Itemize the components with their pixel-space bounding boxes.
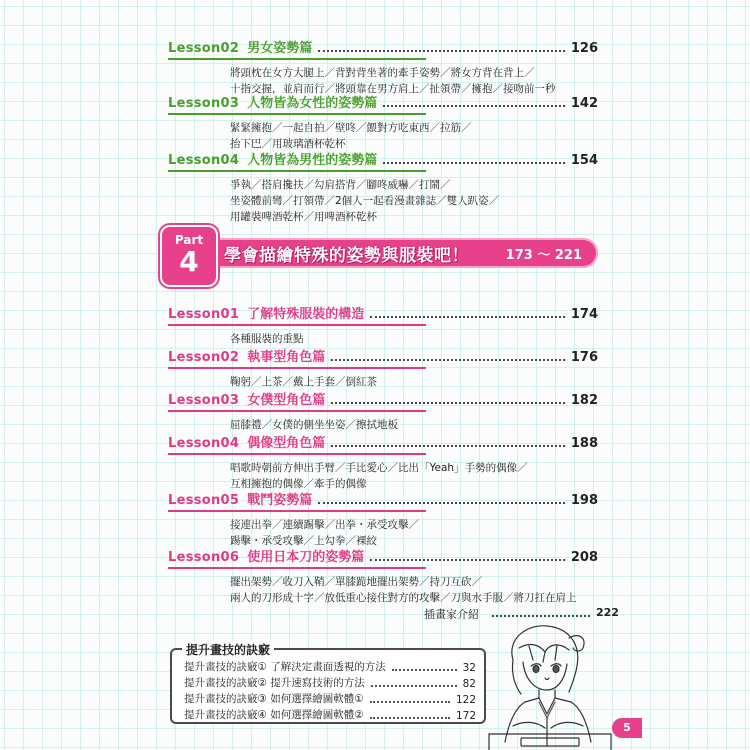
dot-leader bbox=[318, 50, 565, 52]
dot-leader bbox=[370, 701, 450, 703]
lesson-number: Lesson02 bbox=[168, 41, 240, 56]
tip-label: 提升畫技的訣竅③ 如何選擇繪圖軟體① bbox=[184, 693, 364, 705]
toc-entry-part3-lesson03[interactable] bbox=[168, 91, 598, 152]
lesson-number: Lesson04 bbox=[168, 436, 240, 451]
tip-entry[interactable] bbox=[184, 675, 476, 690]
lesson-page: 142 bbox=[570, 96, 598, 111]
lesson-page: 198 bbox=[570, 493, 598, 508]
lesson-topics bbox=[230, 177, 598, 225]
part4-title-bar bbox=[188, 238, 598, 268]
dot-leader bbox=[383, 105, 565, 107]
part4-page-range: 173 ～ 221 bbox=[505, 248, 582, 263]
illustrator-label: 插畫家介紹 bbox=[424, 608, 479, 621]
lesson-page: 126 bbox=[570, 41, 598, 56]
lesson-title: 執事型角色篇 bbox=[247, 350, 326, 365]
topic-line: 踢擊・承受攻擊／上勾拳／裸絞 bbox=[230, 535, 377, 547]
part4-badge bbox=[160, 225, 218, 287]
dot-leader bbox=[492, 615, 590, 617]
topic-line: 接連出拳／連續踢擊／出拳・承受攻擊／ bbox=[230, 519, 419, 531]
dot-leader bbox=[331, 445, 565, 447]
dot-leader bbox=[370, 717, 450, 719]
girl-illustration bbox=[485, 622, 615, 750]
tip-page: 122 bbox=[455, 694, 476, 706]
part4-banner[interactable] bbox=[160, 225, 600, 283]
lesson-title: 人物皆為男性的姿勢篇 bbox=[247, 153, 378, 168]
tip-label: 提升畫技的訣竅② 提升速寫技術的方法 bbox=[184, 677, 365, 689]
lesson-title: 了解特殊服裝的構造 bbox=[247, 307, 365, 322]
toc-entry-part4-lesson04[interactable] bbox=[168, 431, 598, 492]
toc-entry-part4-lesson06[interactable] bbox=[168, 545, 598, 606]
toc-entry-part4-lesson02[interactable] bbox=[168, 345, 598, 390]
toc-entry-part3-lesson02[interactable] bbox=[168, 36, 598, 97]
topic-line: 各種服裝的重點 bbox=[230, 333, 304, 345]
tip-entry[interactable] bbox=[184, 659, 476, 674]
lesson-page: 182 bbox=[570, 393, 598, 408]
dot-leader bbox=[331, 359, 565, 361]
topic-line: 十指交握，並肩而行／將頭靠在男方肩上／扯領帶／擁抱／接吻前一秒 bbox=[230, 83, 556, 95]
tip-page: 32 bbox=[462, 662, 476, 674]
lesson-number: Lesson03 bbox=[168, 96, 240, 111]
lesson-underline bbox=[168, 113, 426, 115]
part4-title: 學會描繪特殊的姿勢與服裝吧！ bbox=[224, 246, 469, 266]
toc-entry-part4-lesson01[interactable] bbox=[168, 302, 598, 347]
part-label: Part bbox=[174, 233, 204, 247]
illustrator-page: 222 bbox=[596, 606, 619, 619]
lesson-underline bbox=[168, 367, 426, 369]
lesson-page: 176 bbox=[570, 350, 598, 365]
topic-line: 用罐裝啤酒乾杯／用啤酒杯乾杯 bbox=[230, 211, 377, 223]
dot-leader bbox=[370, 316, 565, 318]
dot-leader bbox=[383, 162, 565, 164]
tip-entry[interactable] bbox=[184, 707, 476, 722]
lesson-underline bbox=[168, 510, 426, 512]
page-number: 5 bbox=[612, 718, 642, 738]
lesson-underline bbox=[168, 324, 426, 326]
lesson-number: Lesson01 bbox=[168, 307, 240, 322]
toc-entry-illustrator[interactable] bbox=[424, 606, 619, 622]
lesson-number: Lesson03 bbox=[168, 393, 240, 408]
lesson-title: 戰鬥姿勢篇 bbox=[247, 493, 313, 508]
tips-box bbox=[170, 643, 486, 724]
lesson-number: Lesson02 bbox=[168, 350, 240, 365]
lesson-title: 使用日本刀的姿勢篇 bbox=[247, 550, 365, 565]
tip-label: 提升畫技的訣竅① 了解決定畫面透視的方法 bbox=[184, 661, 386, 673]
lesson-underline bbox=[168, 58, 426, 60]
tip-page: 172 bbox=[455, 710, 476, 722]
topic-line: 鞠躬／上茶／戴上手套／倒紅茶 bbox=[230, 376, 377, 388]
dot-leader bbox=[318, 502, 565, 504]
dot-leader bbox=[331, 402, 565, 404]
toc-entry-part4-lesson03[interactable] bbox=[168, 388, 598, 433]
dot-leader bbox=[371, 685, 457, 687]
lesson-underline bbox=[168, 567, 426, 569]
lesson-page: 174 bbox=[570, 307, 598, 322]
lesson-number: Lesson06 bbox=[168, 550, 240, 565]
topic-line: 唱歌時朝前方伸出手臂／手比愛心／比出「Yeah」手勢的偶像／ bbox=[230, 462, 528, 474]
dot-leader bbox=[370, 559, 565, 561]
toc-entry-part4-lesson05[interactable] bbox=[168, 488, 598, 549]
lesson-title: 男女姿勢篇 bbox=[247, 41, 313, 56]
lesson-number: Lesson05 bbox=[168, 493, 240, 508]
topic-line: 將頭枕在女方大腿上／背對背坐著的牽手姿勢／將女方背在背上／ bbox=[230, 67, 535, 79]
toc-entry-part3-lesson04[interactable] bbox=[168, 148, 598, 225]
topic-line: 屈膝禮／女僕的側坐坐姿／擦拭地板 bbox=[230, 419, 398, 431]
tip-page: 82 bbox=[462, 678, 476, 690]
tip-label: 提升畫技的訣竅④ 如何選擇繪圖軟體② bbox=[184, 709, 364, 721]
topic-line: 緊緊擁抱／一起自拍／壁咚／餵對方吃東西／拉筋／ bbox=[230, 122, 472, 134]
lesson-underline bbox=[168, 453, 426, 455]
lesson-title: 人物皆為女性的姿勢篇 bbox=[247, 96, 378, 111]
dot-leader bbox=[392, 669, 457, 671]
lesson-title: 偶像型角色篇 bbox=[247, 436, 326, 451]
topic-line: 爭執／搭肩攙扶／勾肩搭背／腳咚威嚇／打鬧／ bbox=[230, 179, 451, 191]
lesson-page: 154 bbox=[570, 153, 598, 168]
topic-line: 擺出架勢／收刀入鞘／單膝跪地擺出架勢／持刀互砍／ bbox=[230, 576, 482, 588]
topic-line: 抬下巴／用玻璃酒杯乾杯 bbox=[230, 138, 346, 150]
lesson-number: Lesson04 bbox=[168, 153, 240, 168]
lesson-underline bbox=[168, 170, 426, 172]
tip-entry[interactable] bbox=[184, 691, 476, 706]
lesson-page: 188 bbox=[570, 436, 598, 451]
tips-heading: 提升畫技的訣竅 bbox=[182, 641, 274, 658]
part-number: 4 bbox=[179, 245, 199, 278]
topic-line: 互相擁抱的偶像／牽手的偶像 bbox=[230, 478, 367, 490]
topic-line: 兩人的刀形成十字／放低重心接住對方的攻擊／刀與水手服／將刀扛在肩上 bbox=[230, 592, 577, 604]
lesson-topics bbox=[230, 574, 598, 606]
lesson-underline bbox=[168, 410, 426, 412]
lesson-title: 女僕型角色篇 bbox=[247, 393, 326, 408]
lesson-page: 208 bbox=[570, 550, 598, 565]
topic-line: 坐姿體前彎／打領帶／2個人一起看漫畫雜誌／雙人趴姿／ bbox=[230, 195, 500, 207]
